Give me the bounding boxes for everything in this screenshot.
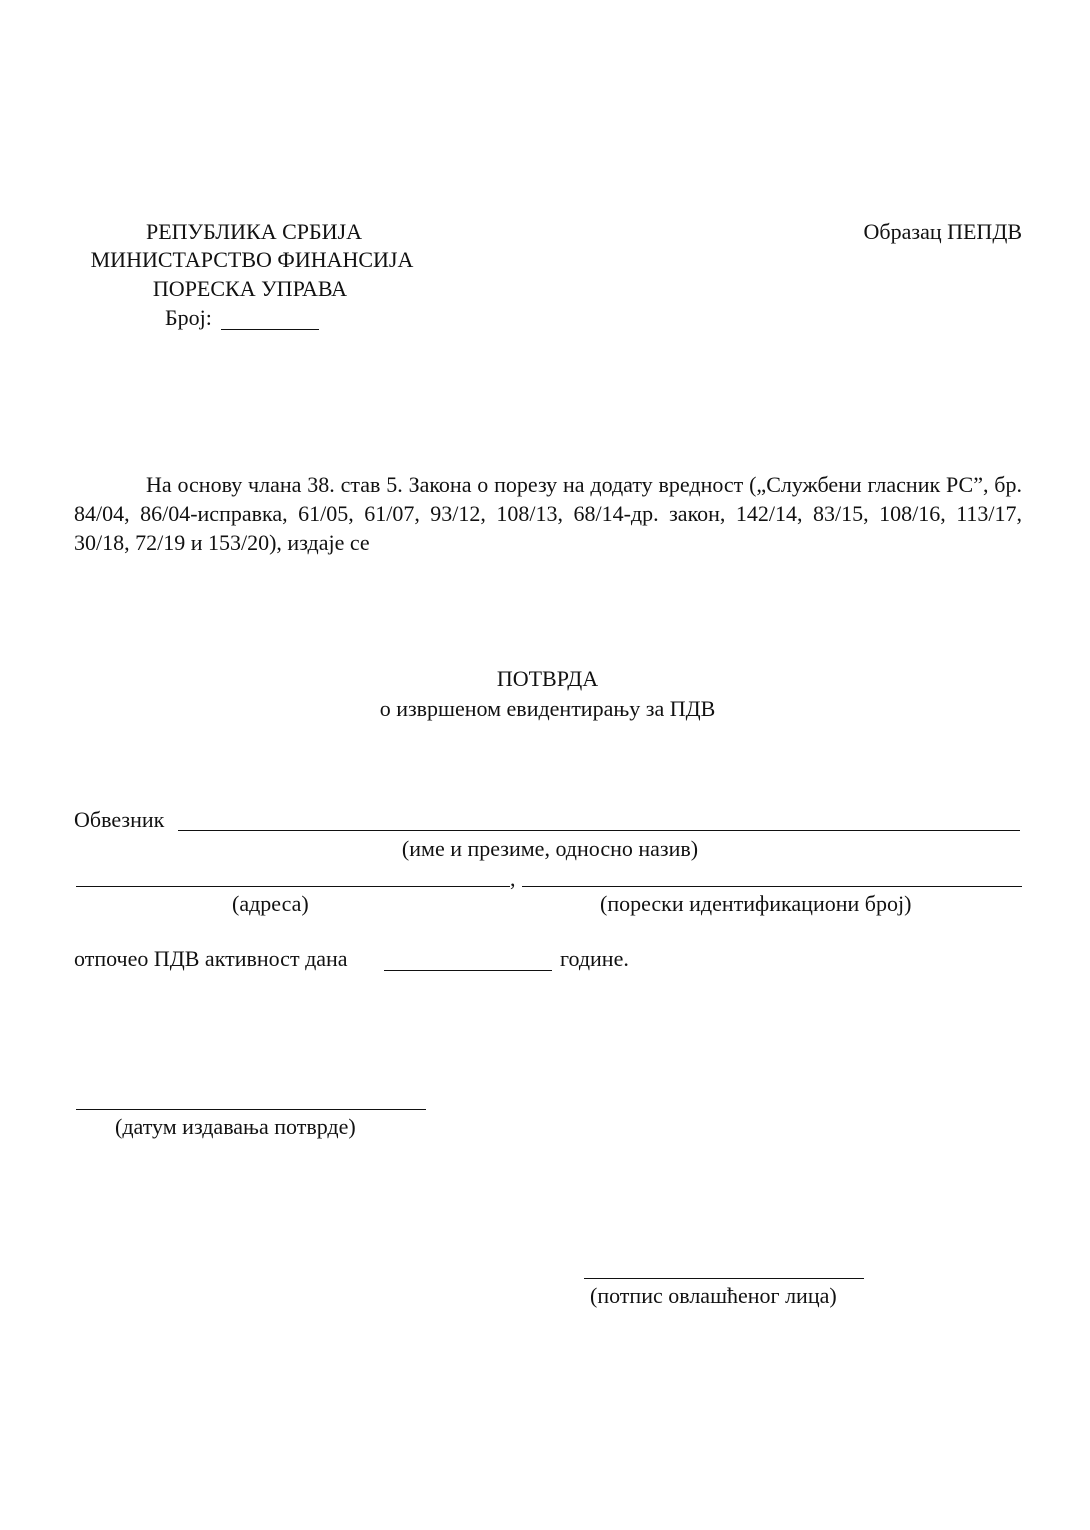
- header-country: РЕПУБЛИКА СРБИЈА: [146, 219, 362, 244]
- signature-caption: (потпис овлашћеног лица): [590, 1283, 837, 1308]
- activity-date-line[interactable]: [384, 970, 552, 971]
- header-ministry: МИНИСТАРСТВО ФИНАНСИЈА: [90, 247, 414, 272]
- tin-caption: (порески идентификациони број): [600, 891, 912, 916]
- tin-line[interactable]: [522, 886, 1022, 887]
- document-subtitle: о извршеном евидентирању за ПДВ: [379, 696, 716, 721]
- activity-prefix: отпочео ПДВ активност дана: [74, 946, 348, 971]
- taxpayer-name-line[interactable]: [178, 830, 1020, 831]
- header-administration: ПОРЕСКА УПРАВА: [152, 276, 348, 301]
- intro-paragraph: На основу члана 38. став 5. Закона о порезу на додату вредност („Службени гласник РС”, бр. 84/04, 86/04-исправка, 61/05, 61/07, 93/12, 108/13, 68/14-др. закон, 142/14, 83/15, 108/16, 113/17, 30/18, 72/19 и 153/20), издаје се: [74, 472, 1022, 555]
- document-title: ПОТВРДА: [496, 666, 599, 691]
- address-caption: (адреса): [232, 891, 309, 916]
- address-line[interactable]: [76, 886, 510, 887]
- activity-suffix: године.: [560, 946, 629, 971]
- form-name: Образац ПЕПДВ: [863, 219, 1022, 244]
- signature-line[interactable]: [584, 1278, 864, 1279]
- header-number-label: Број:: [165, 305, 212, 330]
- name-caption: (име и презиме, односно назив): [401, 836, 699, 861]
- issue-date-line[interactable]: [76, 1109, 426, 1110]
- issue-date-caption: (датум издавања потврде): [115, 1114, 356, 1139]
- taxpayer-label: Обвезник: [74, 807, 165, 832]
- number-blank-line[interactable]: [221, 329, 319, 330]
- address-tin-separator: ,: [510, 866, 516, 891]
